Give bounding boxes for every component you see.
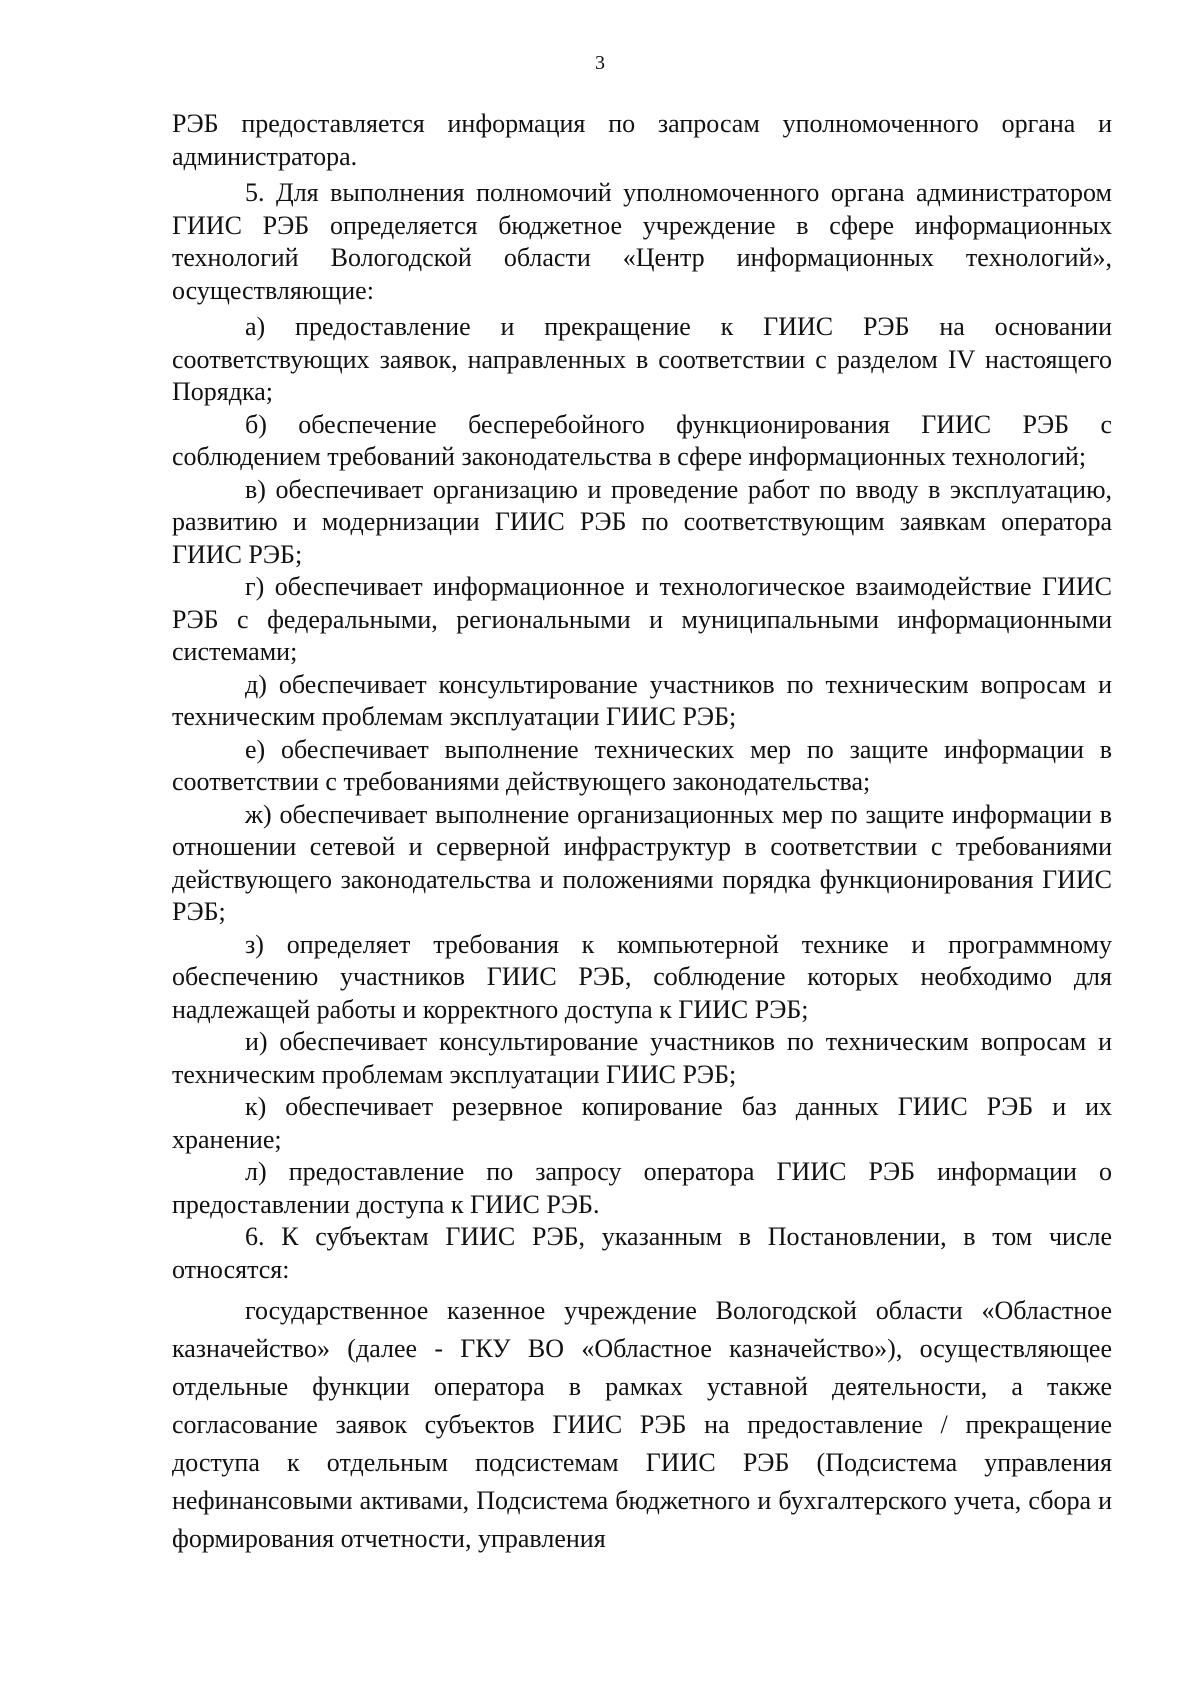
list-item-k: к) обеспечивает резервное копирование баз данных ГИИС РЭБ и их хранение; [172,1092,1112,1154]
list-item-z: з) определяет требования к компьютерной технике и программному обеспечению участников ГИИС РЭБ, соблюдение которых необходимо для надлежащей работы и корректного доступа к ГИИС РЭБ; [172,929,1112,1024]
list-item-e: е) обеспечивает выполнение технических мер по защите информации в соответствии с требованиями действующего законодательства; [172,734,1112,796]
list-item-g: г) обеспечивает информационное и технологическое взаимодействие ГИИС РЭБ с федеральными, региональными и муниципальными информационными системами; [172,572,1112,666]
list-item-b: б) обеспечение бесперебойного функционирования ГИИС РЭБ с соблюдением требований законодательства в сфере информационных технологий; [172,409,1112,471]
list-item-d: д) обеспечивает консультирование участников по техническим вопросам и техническим проблемам эксплуатации ГИИС РЭБ; [172,669,1112,731]
list-item-v: в) обеспечивает организацию и проведение работ по вводу в эксплуатацию, развитию и модернизации ГИИС РЭБ по соответствующим заявкам оператора ГИИС РЭБ; [172,474,1112,569]
paragraph-continuation: РЭБ предоставляется информация по запросам уполномоченного органа и администратора. [172,109,1112,171]
list-item-i: и) обеспечивает консультирование участников по техническим вопросам и техническим проблемам эксплуатации ГИИС РЭБ; [172,1027,1112,1089]
list-item-zh: ж) обеспечивает выполнение организационных мер по защите информации в отношении сетевой и серверной инфраструктур в соответствии с требованиями действующего законодательства и положениями порядка функционирования ГИИС РЭБ; [172,799,1112,926]
paragraph-treasury: государственное казенное учреждение Вологодской области «Областное казначейство» (далее - ГКУ ВО «Областное казначейство»), осуществляющее отдельные функции оператора в рамках уставной деятельности, а также согласование заявок субъектов ГИИС РЭБ на предоставление / прекращение доступа к отдельным подсистемам ГИИС РЭБ (Подсистема управления нефинансовыми активами, Подсистема бюджетного и бухгалтерского учета, сбора и формирования отчетности, управления [172,1296,1112,1553]
document-body [172,108,1112,1558]
paragraph-item-6: 6. К субъектам ГИИС РЭБ, указанным в Постановлении, в том числе относятся: [172,1222,1112,1284]
page-number: 3 [595,52,605,74]
list-item-l: л) предоставление по запросу оператора ГИИС РЭБ информации о предоставлении доступа к ГИИС РЭБ. [172,1157,1112,1219]
list-item-a: а) предоставление и прекращение к ГИИС РЭБ на основании соответствующих заявок, направленных в соответствии с разделом IV настоящего Порядка; [172,312,1112,406]
paragraph-item-5: 5. Для выполнения полномочий уполномоченного органа администратором ГИИС РЭБ определяется бюджетное учреждение в сфере информационных технологий Вологодской области «Центр информационных технологий», осуществляющие: [172,178,1112,305]
